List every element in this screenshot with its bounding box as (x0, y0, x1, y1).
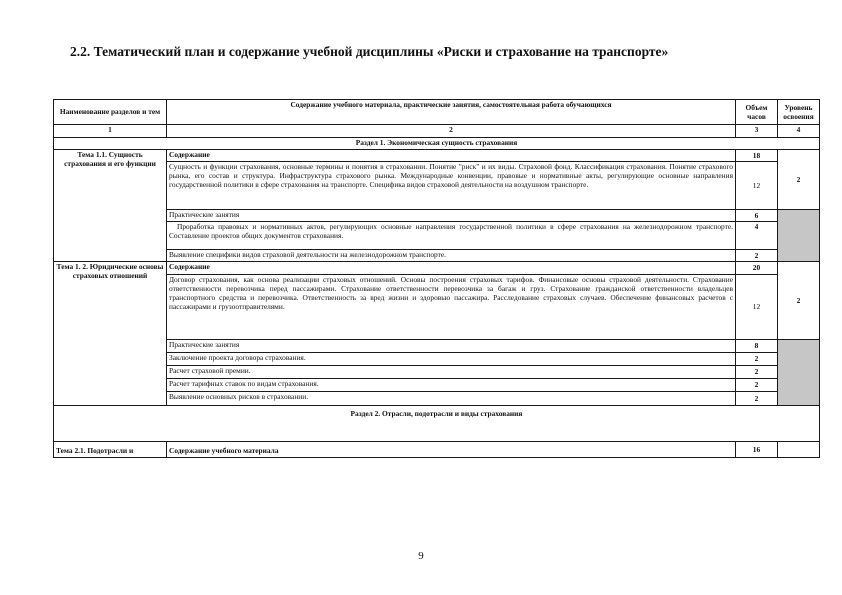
table-row (54, 353, 820, 366)
table-row (54, 162, 820, 210)
page-number: 9 (418, 550, 424, 562)
topic-1-1-content-label: Содержание (167, 150, 736, 162)
topic-2-1-content-label: Содержание учебного материала (167, 442, 736, 458)
topic-1-2-content-label: Содержание (167, 262, 736, 275)
table-row (54, 250, 820, 262)
practice-item-hours: 2 (736, 379, 778, 392)
col-number-1: 1 (54, 125, 167, 138)
thematic-plan-table (53, 99, 820, 458)
level-gray-cell (778, 210, 820, 262)
topic-1-1-practice-label: Практические занятия (167, 210, 736, 222)
practice-item-hours: 2 (736, 366, 778, 379)
table-row (54, 442, 820, 458)
topic-2-1-level (778, 442, 820, 458)
topic-1-2-practice-hours: 8 (736, 340, 778, 353)
table-row (54, 392, 820, 406)
topic-1-2-name: Тема 1. 2. Юридические основы страховых отношений (54, 262, 167, 406)
section-row (54, 138, 820, 150)
table-row (54, 150, 820, 162)
table-row (54, 379, 820, 392)
topic-1-2-level: 2 (778, 262, 820, 340)
level-gray-cell (778, 340, 820, 406)
topic-1-1-content-hours: 18 (736, 150, 778, 162)
table-row (54, 262, 820, 275)
header-sections: Наименование разделов и тем (54, 100, 167, 125)
col-number-3: 3 (736, 125, 778, 138)
section-1-title: Раздел 1. Экономическая сущность страхования (54, 138, 820, 150)
topic-1-1-practice-text: Проработка правовых и нормативных актов, регулирующих основные направления государственной политики в сфере страхования на железнодорожном транспорте. Составление проектов общих документов страхования. (167, 222, 736, 250)
practice-item: Расчет страховой премии. (167, 366, 736, 379)
page-title: 2.2. Тематический план и содержание учебной дисциплины «Риски и страхование на транспорте» (70, 44, 669, 59)
header-row (54, 100, 820, 125)
col-number-2: 2 (167, 125, 736, 138)
section-2-title: Раздел 2. Отрасли, подотрасли и виды страхования (54, 406, 820, 442)
table-row (54, 366, 820, 379)
practice-item-hours: 2 (736, 392, 778, 406)
practice-item: Заключение проекта договора страхования. (167, 353, 736, 366)
practice-item: Расчет тарифных ставок по видам страхования. (167, 379, 736, 392)
col-number-4: 4 (778, 125, 820, 138)
topic-1-2-content-text: Договор страхования, как основа реализации страховых отношений. Основы построения страховых тарифов. Финансовые основы страховой деятельности. Страхование ответственности перевозчика перед пассажирами. Страхование ответственности перевозчика за багаж и груз. Страхование гражданской ответственности владельцев транспортного средства и перевозчика. Ответственность за вред жизни и здоровью пассажира. Расследование страховых случаев. Обеспечение финансовых расчетов с пассажирами и грузоотправителями. (167, 275, 736, 340)
topic-2-1-name: Тема 2.1. Подотрасли и (54, 442, 167, 458)
section-row (54, 406, 820, 442)
topic-1-1-practice-text-hours: 4 (736, 222, 778, 250)
topic-1-1-name: Тема 1.1. Сущность страхования и его функции (54, 150, 167, 262)
topic-1-1-level: 2 (778, 150, 820, 210)
header-content: Содержание учебного материала, практические занятия, самостоятельная работа обучающихся (167, 100, 736, 125)
topic-1-2-practice-label: Практические занятия (167, 340, 736, 353)
table-row (54, 340, 820, 353)
topic-1-1-task-text: Выявление специфики видов страховой деятельности на железнодорожном транспорте. (167, 250, 736, 262)
topic-1-1-content-text: Сущность и функции страхования, основные термины и понятия в страховании. Понятие "риск" и их виды. Страховой фонд. Классификация страхования. Понятие страхового рынка, его состав и структура. Инфраструктура страхового рынка. Международные конвенции, правовые и нормативные акты, регулирующие основные направления государственной политики в сфере страхования на транспорте. Специфика видов страховой деятельности на воздушном транспорте. (167, 162, 736, 210)
table-row (54, 275, 820, 340)
topic-1-2-content-hours: 20 (736, 262, 778, 275)
topic-2-1-content-hours: 16 (736, 442, 778, 458)
topic-1-1-task-hours: 2 (736, 250, 778, 262)
header-level: Уровень освоения (778, 100, 820, 125)
header-hours: Объем часов (736, 100, 778, 125)
practice-item: Выявление основных рисков в страховании. (167, 392, 736, 406)
topic-1-1-content-text-hours: 12 (736, 162, 778, 210)
topic-1-1-practice-hours: 6 (736, 210, 778, 222)
table-row (54, 210, 820, 222)
topic-1-2-content-text-hours: 12 (736, 275, 778, 340)
practice-item-hours: 2 (736, 353, 778, 366)
column-number-row (54, 125, 820, 138)
table-row (54, 222, 820, 250)
